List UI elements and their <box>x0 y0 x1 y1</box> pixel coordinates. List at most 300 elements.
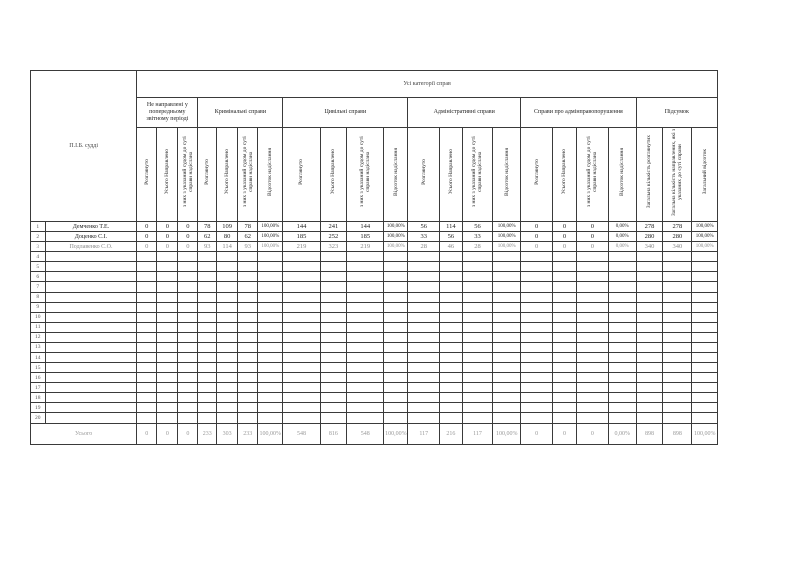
data-cell <box>198 312 217 322</box>
data-cell <box>408 383 440 393</box>
data-cell <box>238 363 258 373</box>
data-cell <box>384 413 408 423</box>
data-cell <box>636 262 663 272</box>
sub-column-header <box>178 128 198 222</box>
data-cell <box>198 252 217 262</box>
sub-column-header <box>347 128 384 222</box>
total-cell: 816 <box>320 423 347 444</box>
data-cell <box>636 312 663 322</box>
table-row <box>31 292 718 302</box>
data-cell <box>238 312 258 322</box>
data-cell <box>157 393 178 403</box>
sub-column-header <box>493 128 521 222</box>
data-cell <box>238 383 258 393</box>
total-cell: 0 <box>576 423 608 444</box>
sub-column-label: з них з указаний судом до суті справи надіслана <box>359 136 372 208</box>
data-cell <box>553 403 577 413</box>
data-cell <box>521 302 553 312</box>
data-cell <box>216 363 237 373</box>
sub-column-header <box>157 128 178 222</box>
data-cell <box>663 383 692 393</box>
data-cell <box>462 332 493 342</box>
sub-column-label: Усього Направлено <box>330 149 337 195</box>
judge-name-cell <box>45 342 137 352</box>
data-cell <box>440 413 463 423</box>
judge-name-cell <box>45 322 137 332</box>
total-cell: 117 <box>462 423 493 444</box>
data-cell <box>576 393 608 403</box>
total-cell: 0,00% <box>608 423 636 444</box>
data-cell <box>576 403 608 413</box>
data-cell: 0,00% <box>608 222 636 232</box>
sub-column-header <box>462 128 493 222</box>
sub-column-label: Розглянуто <box>298 159 305 185</box>
data-cell <box>283 413 320 423</box>
data-cell <box>608 383 636 393</box>
data-cell <box>408 262 440 272</box>
data-cell <box>320 413 347 423</box>
data-cell: 219 <box>347 242 384 252</box>
data-cell <box>283 353 320 363</box>
data-cell <box>663 312 692 322</box>
data-cell <box>408 373 440 383</box>
data-cell <box>347 272 384 282</box>
total-cell: 100,00% <box>258 423 283 444</box>
data-cell: 100,00% <box>258 242 283 252</box>
table-row <box>31 232 718 242</box>
data-cell <box>157 363 178 373</box>
sub-column-header <box>238 128 258 222</box>
table-row <box>31 413 718 423</box>
data-cell <box>320 312 347 322</box>
data-cell <box>157 262 178 272</box>
data-cell <box>692 272 718 282</box>
row-number: 3 <box>31 242 46 252</box>
data-cell <box>636 393 663 403</box>
judge-name-cell <box>45 262 137 272</box>
data-cell <box>663 252 692 262</box>
data-cell <box>238 332 258 342</box>
data-cell <box>137 302 157 312</box>
data-cell <box>521 332 553 342</box>
data-cell <box>258 252 283 262</box>
total-cell: 898 <box>636 423 663 444</box>
data-cell <box>347 403 384 413</box>
data-cell <box>576 292 608 302</box>
data-cell <box>692 393 718 403</box>
row-number: 1 <box>31 222 46 232</box>
data-cell <box>384 252 408 262</box>
data-cell <box>238 353 258 363</box>
sub-column-header <box>576 128 608 222</box>
data-cell: 0 <box>553 232 577 242</box>
row-number: 14 <box>31 353 46 363</box>
sub-column-header <box>692 128 718 222</box>
data-cell <box>258 413 283 423</box>
table-row <box>31 242 718 252</box>
data-cell: 340 <box>663 242 692 252</box>
judge-name-cell: Демченко Т.Е. <box>45 222 137 232</box>
sub-column-label: Розглянуто <box>143 159 150 185</box>
sub-column-label: з них з указаний судом до суті справи надіслана <box>586 136 599 208</box>
data-cell <box>283 332 320 342</box>
sub-column-label: з них з указаний судом до суті справи надіслана <box>241 136 254 208</box>
data-cell <box>408 272 440 282</box>
data-cell <box>258 342 283 352</box>
data-cell <box>347 383 384 393</box>
data-cell <box>178 292 198 302</box>
data-cell <box>258 262 283 272</box>
data-cell <box>137 393 157 403</box>
data-cell <box>576 332 608 342</box>
data-cell <box>320 393 347 403</box>
data-cell <box>178 252 198 262</box>
row-number: 7 <box>31 282 46 292</box>
data-cell: 100,00% <box>258 222 283 232</box>
data-cell: 0 <box>137 222 157 232</box>
data-cell <box>384 272 408 282</box>
data-cell <box>320 363 347 373</box>
data-cell <box>521 393 553 403</box>
data-cell <box>636 342 663 352</box>
data-cell <box>440 322 463 332</box>
data-cell <box>258 353 283 363</box>
data-cell <box>663 373 692 383</box>
data-cell <box>636 292 663 302</box>
data-cell <box>440 262 463 272</box>
data-cell <box>178 413 198 423</box>
data-cell <box>283 383 320 393</box>
data-cell <box>493 332 521 342</box>
total-cell: 0 <box>178 423 198 444</box>
data-cell <box>384 292 408 302</box>
group-header-summary: Підсумок <box>636 98 717 128</box>
data-cell: 280 <box>636 232 663 242</box>
data-cell: 219 <box>283 242 320 252</box>
data-cell <box>157 332 178 342</box>
data-cell <box>320 373 347 383</box>
data-cell <box>283 312 320 322</box>
data-cell <box>347 353 384 363</box>
row-number: 2 <box>31 232 46 242</box>
data-cell <box>440 252 463 262</box>
data-cell <box>178 272 198 282</box>
data-cell: 100,00% <box>493 242 521 252</box>
data-cell <box>440 332 463 342</box>
data-cell <box>553 252 577 262</box>
data-cell: 340 <box>636 242 663 252</box>
data-cell: 100,00% <box>692 232 718 242</box>
data-cell <box>636 252 663 262</box>
sub-column-label: Усього Направлено <box>561 149 568 195</box>
data-cell <box>198 282 217 292</box>
data-cell: 0 <box>553 242 577 252</box>
data-cell: 62 <box>198 232 217 242</box>
data-cell: 144 <box>347 222 384 232</box>
data-cell: 252 <box>320 232 347 242</box>
data-cell <box>198 363 217 373</box>
data-cell <box>178 262 198 272</box>
data-cell <box>347 292 384 302</box>
data-cell <box>493 252 521 262</box>
data-cell: 109 <box>216 222 237 232</box>
data-cell <box>238 413 258 423</box>
data-cell <box>608 353 636 363</box>
data-cell: 33 <box>408 232 440 242</box>
data-cell <box>493 292 521 302</box>
data-cell <box>283 322 320 332</box>
data-cell <box>636 272 663 282</box>
data-cell <box>320 292 347 302</box>
total-cell: 100,00% <box>493 423 521 444</box>
data-cell <box>663 262 692 272</box>
data-cell <box>198 413 217 423</box>
data-cell <box>663 353 692 363</box>
data-cell <box>608 363 636 373</box>
data-cell <box>347 322 384 332</box>
total-cell: 100,00% <box>384 423 408 444</box>
sub-column-header <box>440 128 463 222</box>
total-cell: 548 <box>347 423 384 444</box>
data-cell <box>440 302 463 312</box>
data-cell <box>216 292 237 302</box>
data-cell: 280 <box>663 232 692 242</box>
data-cell <box>521 342 553 352</box>
data-cell <box>576 383 608 393</box>
sub-column-header <box>320 128 347 222</box>
total-cell: 548 <box>283 423 320 444</box>
data-cell <box>608 373 636 383</box>
data-cell <box>521 322 553 332</box>
row-number: 19 <box>31 403 46 413</box>
data-cell <box>493 322 521 332</box>
data-cell <box>576 262 608 272</box>
row-number: 4 <box>31 252 46 262</box>
data-cell <box>521 413 553 423</box>
data-cell: 0 <box>178 232 198 242</box>
data-cell <box>636 403 663 413</box>
judge-name-column-header: П.І.Б. судді <box>31 71 137 222</box>
data-cell <box>238 322 258 332</box>
data-cell <box>283 252 320 262</box>
data-cell: 114 <box>216 242 237 252</box>
data-cell <box>553 413 577 423</box>
data-cell <box>608 332 636 342</box>
data-cell <box>636 383 663 393</box>
data-cell <box>198 322 217 332</box>
data-cell <box>440 292 463 302</box>
data-cell <box>408 302 440 312</box>
data-cell <box>608 322 636 332</box>
data-cell <box>258 312 283 322</box>
data-cell <box>692 282 718 292</box>
data-cell: 0 <box>576 222 608 232</box>
data-cell <box>408 322 440 332</box>
data-cell <box>493 342 521 352</box>
total-row <box>31 423 718 444</box>
data-cell: 100,00% <box>384 222 408 232</box>
table-row <box>31 252 718 262</box>
data-cell: 0 <box>576 242 608 252</box>
data-cell <box>347 342 384 352</box>
data-cell <box>384 353 408 363</box>
data-cell <box>493 302 521 312</box>
data-cell <box>493 383 521 393</box>
data-cell <box>608 403 636 413</box>
judge-name-cell <box>45 353 137 363</box>
row-number: 12 <box>31 332 46 342</box>
data-cell <box>692 413 718 423</box>
data-cell <box>238 262 258 272</box>
data-cell: 241 <box>320 222 347 232</box>
data-cell <box>521 383 553 393</box>
table-row <box>31 393 718 403</box>
data-cell <box>521 353 553 363</box>
data-cell <box>493 353 521 363</box>
data-cell: 0,00% <box>608 232 636 242</box>
data-cell <box>663 332 692 342</box>
data-cell <box>283 373 320 383</box>
data-cell: 0 <box>178 242 198 252</box>
data-cell <box>178 383 198 393</box>
data-cell: 114 <box>440 222 463 232</box>
data-cell <box>462 353 493 363</box>
data-cell: 56 <box>462 222 493 232</box>
data-cell <box>384 262 408 272</box>
data-cell: 33 <box>462 232 493 242</box>
data-cell: 46 <box>440 242 463 252</box>
data-cell: 0 <box>553 222 577 232</box>
group-header-admin-offences: Справи про адмінправопорушення <box>521 98 637 128</box>
total-cell: 216 <box>440 423 463 444</box>
total-cell: 303 <box>216 423 237 444</box>
data-cell <box>347 262 384 272</box>
judge-name-cell <box>45 282 137 292</box>
row-number: 10 <box>31 312 46 322</box>
data-cell <box>258 383 283 393</box>
sub-column-label: Відсоток надіслання <box>619 148 626 196</box>
data-cell <box>347 332 384 342</box>
data-cell <box>384 332 408 342</box>
data-cell <box>157 302 178 312</box>
data-cell <box>553 353 577 363</box>
row-number: 8 <box>31 292 46 302</box>
data-cell <box>636 363 663 373</box>
data-cell <box>216 353 237 363</box>
data-cell <box>320 252 347 262</box>
data-cell: 100,00% <box>493 222 521 232</box>
data-cell <box>384 302 408 312</box>
data-cell: 0 <box>137 232 157 242</box>
data-cell <box>238 342 258 352</box>
data-cell <box>553 312 577 322</box>
data-cell <box>493 363 521 373</box>
data-cell <box>216 413 237 423</box>
data-cell <box>384 342 408 352</box>
data-cell <box>440 312 463 322</box>
data-cell <box>576 363 608 373</box>
table-row <box>31 353 718 363</box>
data-cell <box>178 403 198 413</box>
data-cell <box>137 312 157 322</box>
data-cell <box>440 342 463 352</box>
data-cell <box>238 282 258 292</box>
data-cell: 80 <box>216 232 237 242</box>
data-cell <box>608 302 636 312</box>
data-cell <box>258 322 283 332</box>
data-cell <box>238 272 258 282</box>
data-cell: 0 <box>157 232 178 242</box>
data-cell <box>258 393 283 403</box>
data-cell: 100,00% <box>493 232 521 242</box>
data-cell: 144 <box>283 222 320 232</box>
data-cell <box>608 342 636 352</box>
data-cell <box>692 353 718 363</box>
sub-column-label: з них з указаний судом до суті справи надіслана <box>471 136 484 208</box>
data-cell <box>576 252 608 262</box>
table-row <box>31 403 718 413</box>
data-cell <box>462 252 493 262</box>
data-cell <box>258 302 283 312</box>
total-cell: 0 <box>521 423 553 444</box>
data-cell: 278 <box>636 222 663 232</box>
sub-column-header <box>384 128 408 222</box>
data-cell <box>692 292 718 302</box>
data-cell <box>521 252 553 262</box>
data-cell <box>462 403 493 413</box>
data-cell <box>216 393 237 403</box>
data-cell: 185 <box>283 232 320 242</box>
data-cell <box>384 312 408 322</box>
table-row <box>31 332 718 342</box>
data-cell <box>283 363 320 373</box>
data-cell <box>157 252 178 262</box>
data-cell <box>493 403 521 413</box>
data-cell <box>462 312 493 322</box>
data-cell <box>238 252 258 262</box>
data-cell: 62 <box>238 232 258 242</box>
data-cell <box>198 393 217 403</box>
data-cell <box>216 302 237 312</box>
data-cell <box>636 282 663 292</box>
group-header-not-sent: Не направлені у попередньому звітному періоді <box>137 98 198 128</box>
data-cell <box>157 282 178 292</box>
data-cell <box>553 272 577 282</box>
data-cell <box>493 272 521 282</box>
data-cell <box>462 373 493 383</box>
data-cell: 323 <box>320 242 347 252</box>
data-cell: 278 <box>663 222 692 232</box>
data-cell <box>238 403 258 413</box>
data-cell <box>462 272 493 282</box>
data-cell <box>440 282 463 292</box>
judge-name-cell: Доценко С.І. <box>45 232 137 242</box>
data-cell: 0 <box>178 222 198 232</box>
data-cell <box>283 282 320 292</box>
data-cell: 28 <box>462 242 493 252</box>
sub-column-header <box>553 128 577 222</box>
data-cell <box>137 353 157 363</box>
sub-column-header <box>636 128 663 222</box>
judge-name-cell <box>45 393 137 403</box>
data-cell <box>178 373 198 383</box>
data-cell <box>347 393 384 403</box>
data-cell <box>320 332 347 342</box>
data-cell <box>178 342 198 352</box>
data-cell <box>663 393 692 403</box>
data-cell <box>137 413 157 423</box>
data-cell <box>636 353 663 363</box>
